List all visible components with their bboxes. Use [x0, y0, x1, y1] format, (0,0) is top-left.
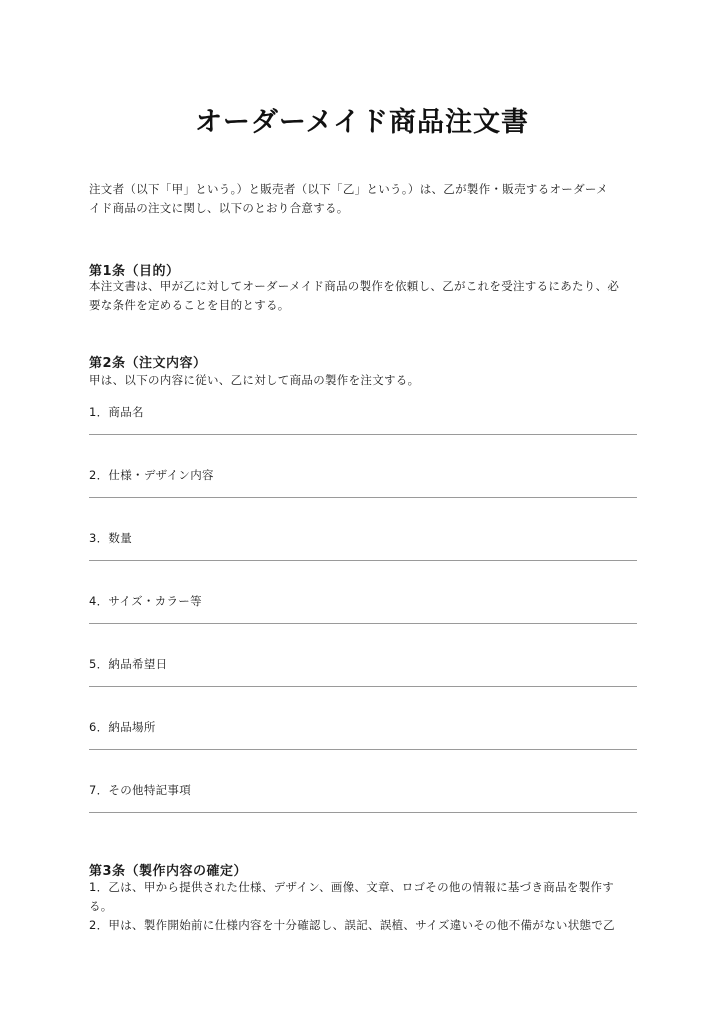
article-3-heading: 第3条（製作内容の確定）	[89, 864, 248, 879]
order-item-label-special-notes: 7．その他特記事項	[89, 783, 192, 797]
intro-paragraph	[89, 180, 637, 218]
intro-line: 注文者（以下「甲」という。）と販売者（以下「乙」という。）は、乙が製作・販売するオーダーメ	[89, 182, 608, 196]
article-1-line: 要な条件を定めることを目的とする。	[89, 298, 290, 312]
article-2-lead	[89, 371, 637, 390]
article-3-line: 2．甲は、製作開始前に仕様内容を十分確認し、誤記、誤植、サイズ違いその他不備がない状態で乙	[89, 918, 615, 932]
article-3-line: る。	[89, 899, 113, 913]
article-2-heading: 第2条（注文内容）	[89, 356, 207, 371]
article-3-line: 1．乙は、甲から提供された仕様、デザイン、画像、文章、ロゴその他の情報に基づき商品を製作す	[89, 880, 615, 894]
article-2-lead-line: 甲は、以下の内容に従い、乙に対して商品の製作を注文する。	[89, 373, 420, 387]
document-title: オーダーメイド商品注文書	[194, 107, 530, 138]
article-3-body	[89, 878, 637, 935]
intro-line: イド商品の注文に関し、以下のとおり合意する。	[89, 201, 349, 215]
entry-line-spec-design[interactable]	[89, 497, 637, 498]
order-item-label-quantity: 3．数量	[89, 531, 133, 545]
entry-line-product-name[interactable]	[89, 434, 637, 435]
article-1-body	[89, 277, 637, 315]
entry-line-special-notes[interactable]	[89, 812, 637, 813]
entry-line-delivery-date[interactable]	[89, 686, 637, 687]
order-item-label-delivery-date: 5．納品希望日	[89, 657, 168, 671]
article-1-heading: 第1条（目的）	[89, 264, 180, 279]
order-item-label-product-name: 1．商品名	[89, 405, 144, 419]
article-1-line: 本注文書は、甲が乙に対してオーダーメイド商品の製作を依頼し、乙がこれを受注するにあたり、必	[89, 279, 620, 293]
order-item-label-spec-design: 2．仕様・デザイン内容	[89, 468, 214, 482]
order-item-label-size-color: 4．サイズ・カラー等	[89, 594, 202, 608]
entry-line-size-color[interactable]	[89, 623, 637, 624]
entry-line-quantity[interactable]	[89, 560, 637, 561]
entry-line-delivery-place[interactable]	[89, 749, 637, 750]
order-item-label-delivery-place: 6．納品場所	[89, 720, 156, 734]
